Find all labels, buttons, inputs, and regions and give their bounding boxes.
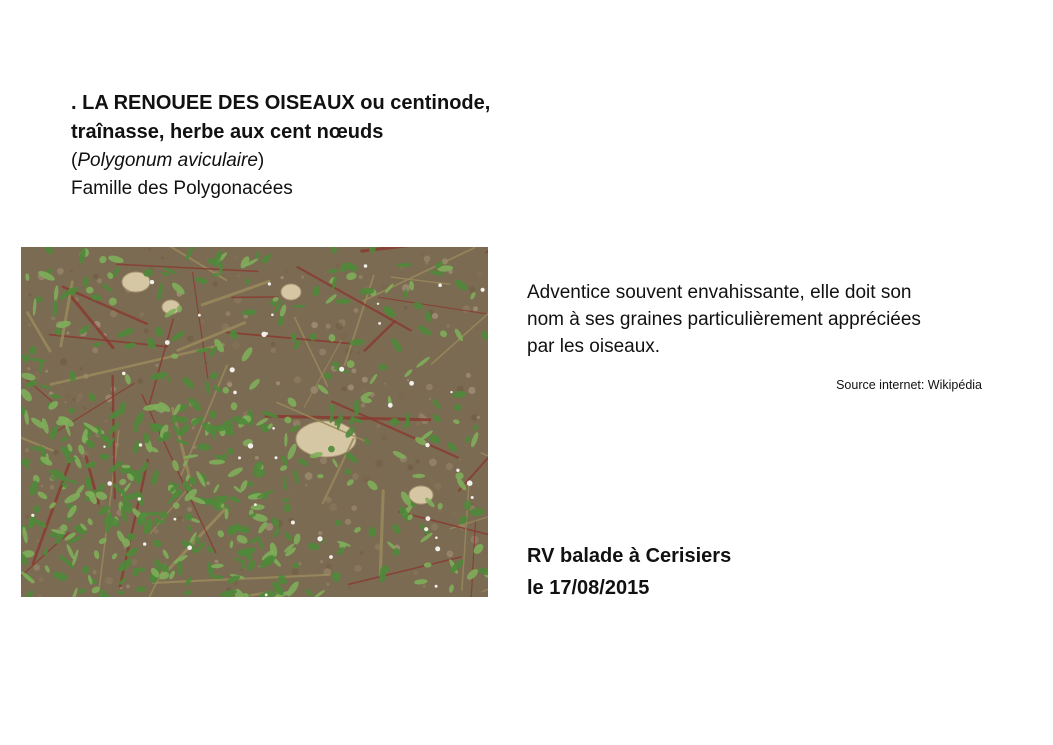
soil-speck xyxy=(425,262,428,265)
plant-leaf xyxy=(136,586,147,592)
soil-speck xyxy=(161,257,164,260)
soil-speck xyxy=(39,577,44,582)
soil-speck xyxy=(212,281,217,286)
soil-speck xyxy=(398,394,405,401)
soil-speck xyxy=(348,384,354,390)
plant-flower xyxy=(107,481,112,486)
plant-photo xyxy=(21,247,488,597)
soil-speck xyxy=(466,373,471,378)
soil-speck xyxy=(357,566,362,571)
soil-speck xyxy=(271,342,276,347)
soil-speck xyxy=(65,569,67,571)
soil-speck xyxy=(201,320,204,323)
soil-speck xyxy=(459,459,462,462)
soil-speck xyxy=(66,354,69,357)
plant-flower xyxy=(425,443,429,447)
soil-speck xyxy=(76,399,80,403)
soil-speck xyxy=(375,460,383,468)
soil-speck xyxy=(281,276,284,279)
soil-speck xyxy=(326,324,331,329)
plant-flower xyxy=(291,521,295,525)
soil-speck xyxy=(187,336,194,343)
plant-flower xyxy=(339,367,344,372)
soil-speck xyxy=(473,306,478,311)
plant-flower xyxy=(139,443,142,446)
soil-speck xyxy=(329,503,337,511)
soil-speck xyxy=(26,515,29,518)
soil-speck xyxy=(361,403,365,407)
soil-speck xyxy=(154,529,159,534)
soil-speck xyxy=(80,367,83,370)
source-credit: Source internet: Wikipédia xyxy=(836,378,982,392)
plant-flower xyxy=(329,555,333,559)
plant-flower xyxy=(198,314,201,317)
soil-speck xyxy=(192,426,195,429)
plant-flower xyxy=(317,536,322,541)
soil-speck xyxy=(415,459,420,464)
soil-speck xyxy=(342,391,345,394)
soil-speck xyxy=(423,584,427,588)
plant-flower xyxy=(233,391,237,395)
soil-speck xyxy=(177,516,183,522)
plant-leaf xyxy=(109,298,117,306)
plant-flower xyxy=(450,391,452,393)
soil-speck xyxy=(93,273,99,279)
soil-speck xyxy=(477,416,480,419)
soil-speck xyxy=(320,457,327,464)
plant-flower xyxy=(272,427,275,430)
plant-flower xyxy=(268,282,271,285)
plant-leaf xyxy=(133,568,146,572)
soil-speck xyxy=(407,464,413,470)
soil-speck xyxy=(465,445,467,447)
plant-flower xyxy=(122,372,126,376)
plant-flower xyxy=(143,542,146,545)
soil-speck xyxy=(404,306,408,310)
soil-speck xyxy=(100,500,106,506)
soil-speck xyxy=(294,376,301,383)
soil-speck xyxy=(225,311,230,316)
stone xyxy=(281,284,301,300)
soil-speck xyxy=(255,456,259,460)
plant-flower xyxy=(275,456,278,459)
soil-speck xyxy=(187,507,192,512)
description-block xyxy=(527,279,987,360)
page-title-line-1: . LA RENOUEE DES OISEAUX ou centinode, xyxy=(71,92,491,114)
plant-flower xyxy=(238,456,241,459)
soil-speck xyxy=(232,341,240,349)
soil-speck xyxy=(352,473,359,480)
plant-flower xyxy=(435,546,440,551)
soil-speck xyxy=(286,270,290,274)
plant-flower xyxy=(31,514,34,517)
header-block xyxy=(71,89,591,203)
soil-speck xyxy=(432,313,438,319)
soil-speck xyxy=(28,324,31,327)
soil-speck xyxy=(36,539,40,543)
soil-speck xyxy=(431,524,438,531)
plant-flower xyxy=(271,314,274,317)
soil-speck xyxy=(169,430,172,433)
latin-name-line xyxy=(71,147,591,175)
soil-speck xyxy=(276,381,280,385)
soil-speck xyxy=(354,308,359,313)
soil-speck xyxy=(469,286,475,292)
soil-speck xyxy=(140,312,145,317)
soil-speck xyxy=(446,324,450,328)
soil-speck xyxy=(74,280,77,283)
soil-speck xyxy=(359,551,363,555)
soil-speck xyxy=(72,398,75,401)
soil-speck xyxy=(227,382,232,387)
soil-speck xyxy=(319,349,326,356)
soil-speck xyxy=(320,560,324,564)
plant-flower xyxy=(187,546,192,551)
soil-speck xyxy=(70,270,73,273)
latin-open-paren: ( xyxy=(71,150,78,171)
soil-speck xyxy=(41,485,44,488)
soil-speck xyxy=(429,478,435,484)
plant-flower xyxy=(174,518,177,521)
plant-flower xyxy=(230,367,235,372)
soil-speck xyxy=(326,583,329,586)
soil-speck xyxy=(105,577,113,585)
plant-flower xyxy=(426,516,431,521)
soil-speck xyxy=(235,255,237,257)
soil-speck xyxy=(69,277,72,280)
plant-flower xyxy=(435,536,438,539)
soil-speck xyxy=(318,531,322,535)
soil-speck xyxy=(45,370,48,373)
plant-photo-drawing xyxy=(21,247,488,597)
plant-flower xyxy=(248,443,253,448)
latin-name: Polygonum aviculaire xyxy=(77,150,258,171)
soil-speck xyxy=(429,458,437,466)
plant-flower xyxy=(254,503,257,506)
soil-speck xyxy=(384,383,386,385)
soil-speck xyxy=(407,379,409,381)
soil-speck xyxy=(420,253,423,256)
soil-speck xyxy=(237,274,240,277)
soil-speck xyxy=(326,563,331,568)
soil-speck xyxy=(206,481,210,485)
soil-speck xyxy=(348,586,352,590)
soil-speck xyxy=(291,568,299,576)
soil-speck xyxy=(137,378,143,384)
plant-flower xyxy=(150,280,154,284)
soil-speck xyxy=(57,268,64,275)
soil-speck xyxy=(305,484,307,486)
soil-speck xyxy=(426,384,433,391)
soil-speck xyxy=(429,398,431,400)
soil-speck xyxy=(294,489,297,492)
plant-flower xyxy=(424,527,428,531)
soil-speck xyxy=(67,331,70,334)
soil-speck xyxy=(215,560,219,564)
soil-speck xyxy=(451,512,456,517)
soil-speck xyxy=(105,419,109,423)
soil-speck xyxy=(126,585,130,589)
soil-speck xyxy=(413,571,417,575)
plant-flower xyxy=(467,480,473,486)
soil-speck xyxy=(77,393,83,399)
soil-speck xyxy=(83,406,87,410)
soil-speck xyxy=(155,364,158,367)
plant-flower xyxy=(481,288,485,292)
soil-speck xyxy=(25,448,29,452)
plant-flower xyxy=(456,469,459,472)
soil-speck xyxy=(271,348,276,353)
soil-speck xyxy=(27,367,30,370)
event-title: RV balade à Cerisiers xyxy=(527,545,732,567)
plant-flower xyxy=(438,283,442,287)
soil-speck xyxy=(93,570,97,574)
plant-flower xyxy=(261,332,266,337)
soil-speck xyxy=(301,276,304,279)
plant-flower xyxy=(364,264,368,268)
page-title-line-2: traînasse, herbe aux cent nœuds xyxy=(71,121,384,143)
plant-flower xyxy=(377,303,379,305)
plant-flower xyxy=(409,381,414,386)
plant-flower xyxy=(138,497,141,500)
soil-speck xyxy=(446,463,453,470)
soil-speck xyxy=(143,328,148,333)
soil-speck xyxy=(382,435,388,441)
soil-speck xyxy=(434,483,441,490)
description-line-3: par les oiseaux. xyxy=(527,336,661,357)
soil-speck xyxy=(34,564,40,570)
soil-speck xyxy=(447,551,454,558)
soil-speck xyxy=(377,424,380,427)
soil-speck xyxy=(336,263,340,267)
soil-speck xyxy=(477,271,483,277)
soil-speck xyxy=(345,519,351,525)
soil-speck xyxy=(97,278,102,283)
soil-speck xyxy=(225,347,227,349)
soil-speck xyxy=(65,401,67,403)
soil-speck xyxy=(234,582,238,586)
soil-speck xyxy=(305,472,313,480)
soil-speck xyxy=(363,389,366,392)
soil-speck xyxy=(64,394,70,400)
soil-speck xyxy=(336,322,343,329)
plant-flower xyxy=(265,594,268,597)
family-name: Famille des Polygonacées xyxy=(71,178,293,199)
event-date: le 17/08/2015 xyxy=(527,577,650,599)
plant-flower xyxy=(165,340,170,345)
soil-speck xyxy=(92,347,98,353)
soil-speck xyxy=(384,403,387,406)
soil-speck xyxy=(359,275,363,279)
soil-speck xyxy=(351,505,357,511)
description-line-2: nom à ses graines particulièrement appréciées xyxy=(527,309,921,330)
description-line-1: Adventice souvent envahissante, elle doit son xyxy=(527,282,912,303)
plant-flower xyxy=(378,322,381,325)
soil-speck xyxy=(357,351,361,355)
plant-flower xyxy=(435,585,438,588)
plant-flower xyxy=(471,496,474,499)
plant-flower xyxy=(388,403,393,408)
soil-speck xyxy=(23,503,26,506)
soil-speck xyxy=(340,333,347,340)
plant-leaf xyxy=(335,299,351,304)
soil-speck xyxy=(60,358,67,365)
soil-speck xyxy=(23,291,30,298)
soil-speck xyxy=(148,248,151,251)
soil-speck xyxy=(50,485,55,490)
soil-speck xyxy=(424,256,431,263)
plant-flower xyxy=(103,446,105,448)
soil-speck xyxy=(352,368,357,373)
event-block xyxy=(527,540,731,604)
soil-speck xyxy=(468,387,475,394)
soil-speck xyxy=(362,377,368,383)
soil-speck xyxy=(416,421,421,426)
soil-speck xyxy=(311,322,318,329)
latin-close-paren: ) xyxy=(257,150,265,171)
